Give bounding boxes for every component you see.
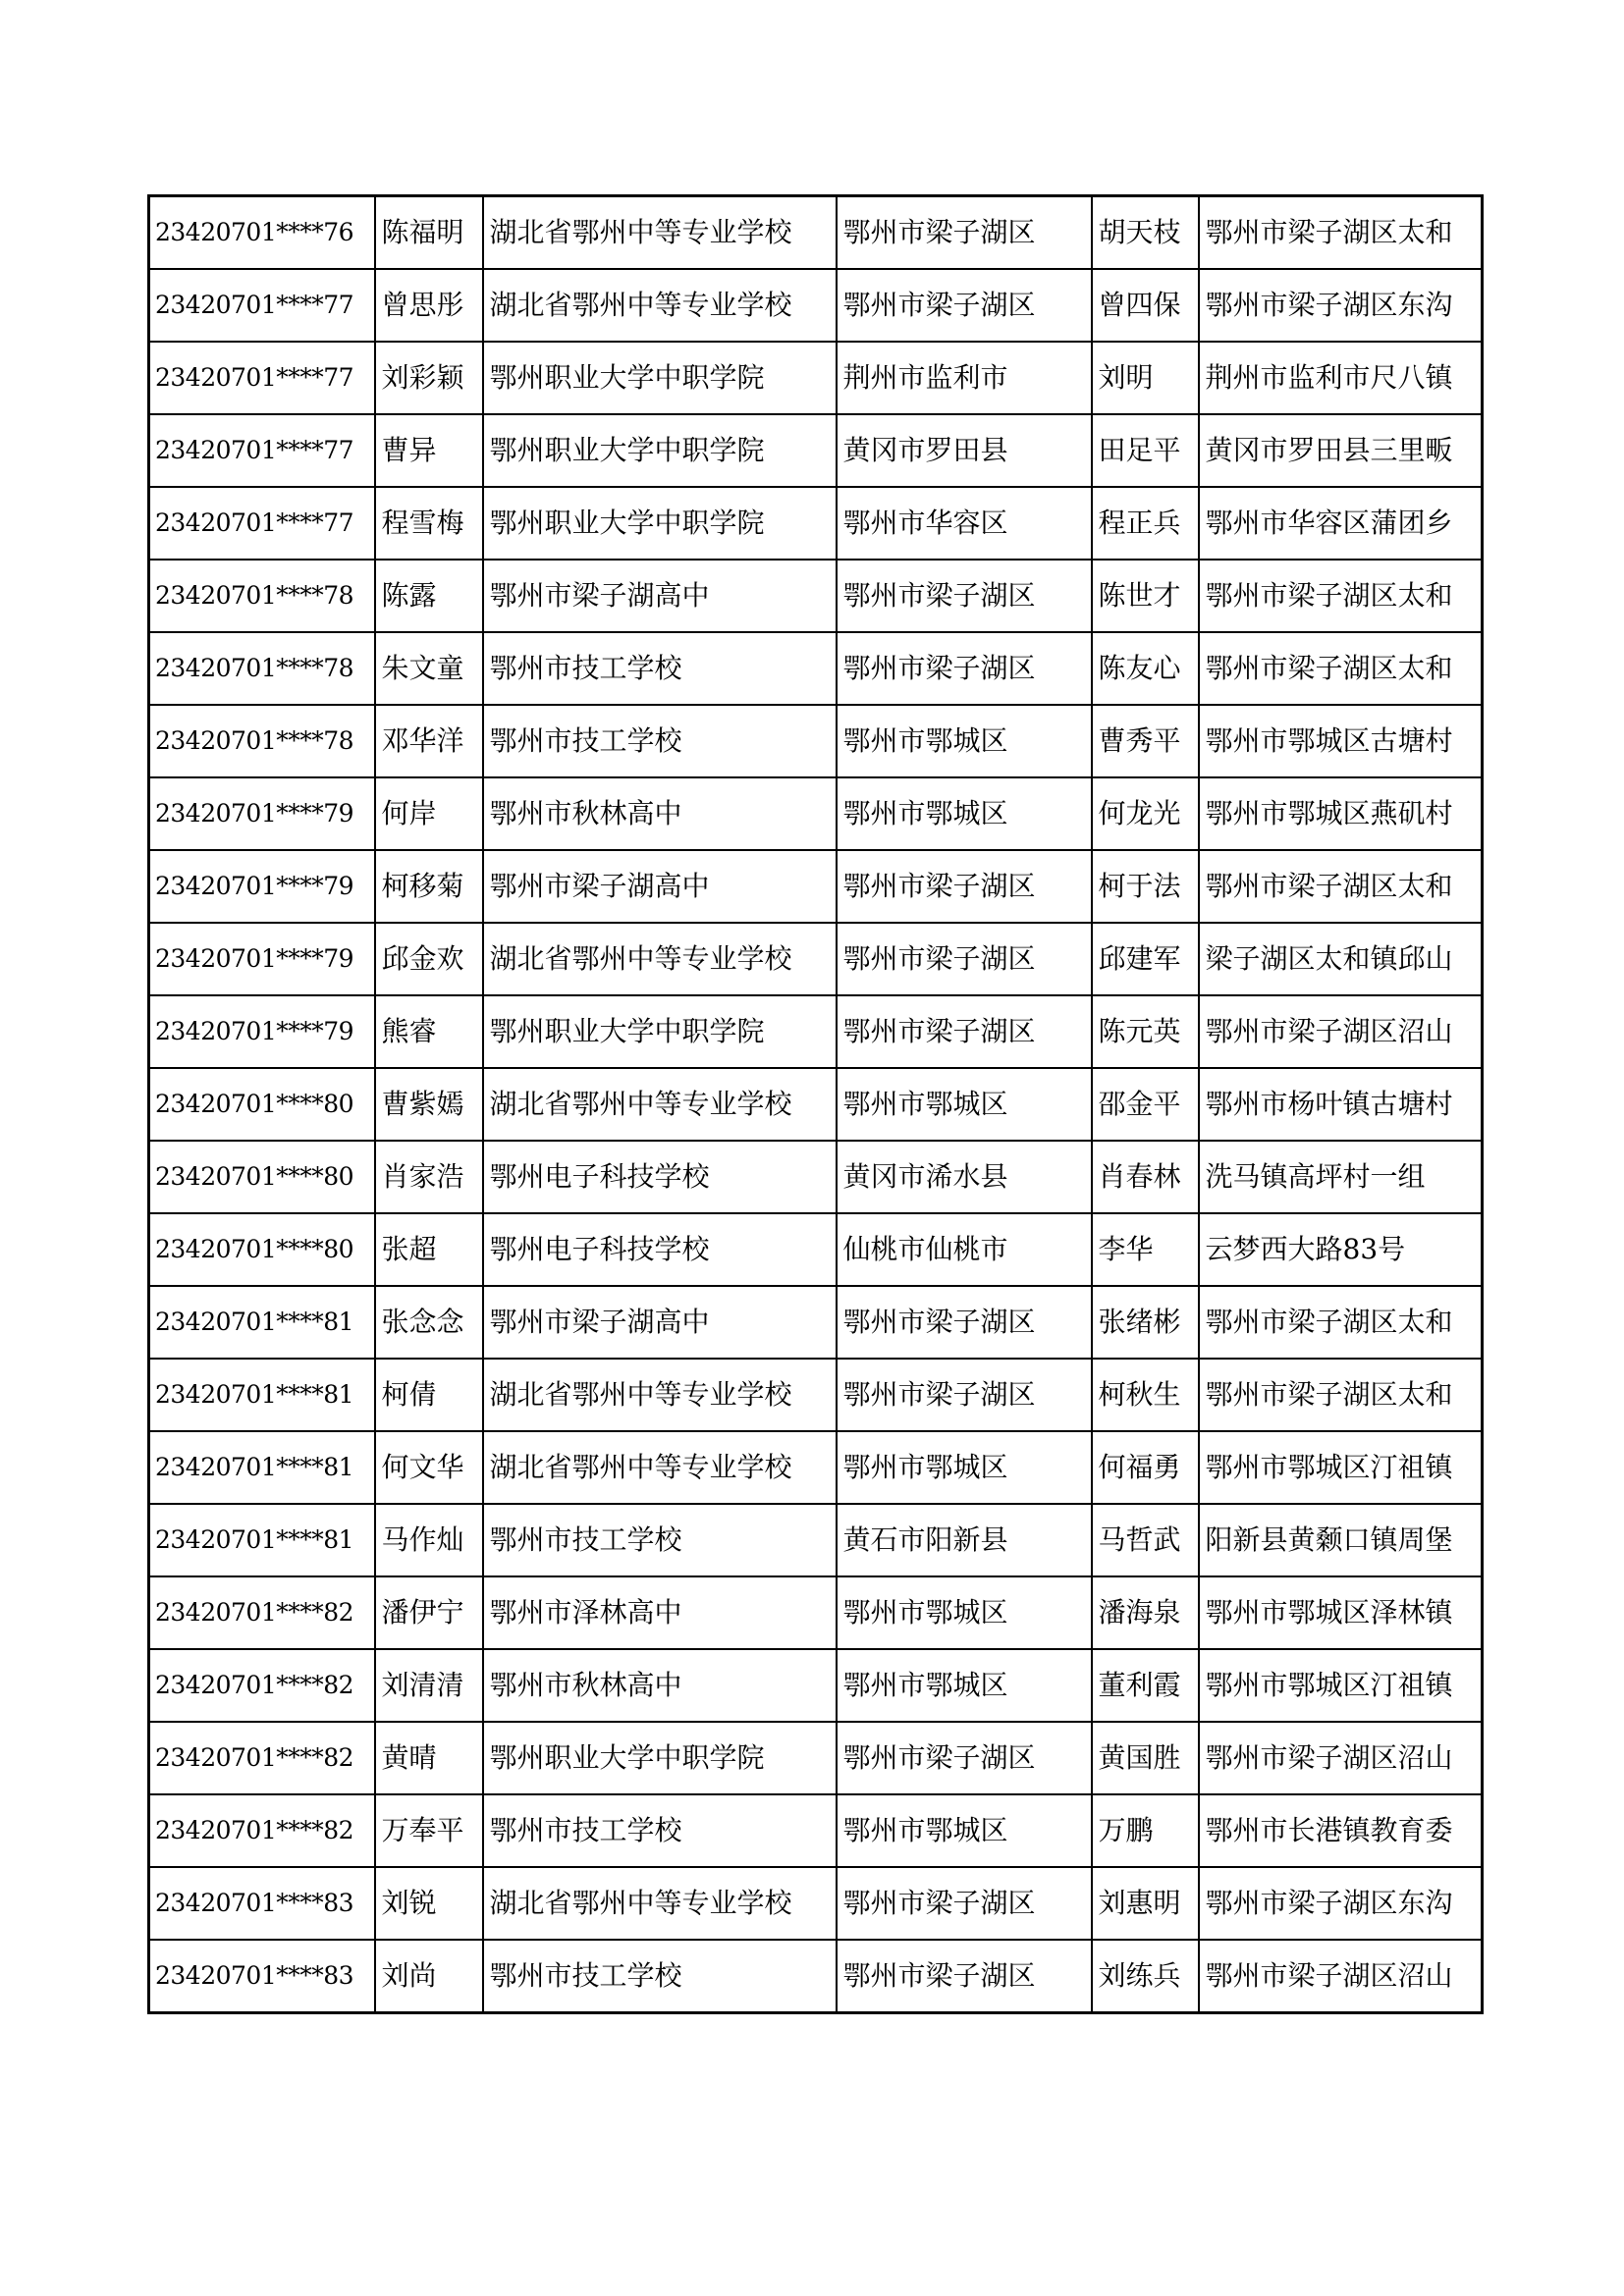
guardian-name-cell: 潘海泉 [1092,1576,1199,1649]
student-name-cell: 刘锐 [375,1867,483,1940]
address-cell: 鄂州市华容区蒲团乡 [1199,487,1483,560]
student-name-cell: 刘彩颖 [375,342,483,414]
table-row [149,1359,1483,1431]
table-row [149,1722,1483,1794]
table-row [149,1794,1483,1867]
address-cell: 鄂州市梁子湖区太和 [1199,1359,1483,1431]
student-name-cell: 柯移菊 [375,850,483,923]
region-cell: 黄冈市罗田县 [837,414,1092,487]
student-id-cell: 23420701****79 [149,850,375,923]
table-row [149,1213,1483,1286]
student-name-cell: 曾思彤 [375,269,483,342]
table-row [149,1940,1483,2013]
student-id-cell: 23420701****82 [149,1576,375,1649]
student-name-cell: 陈露 [375,560,483,632]
school-cell: 鄂州电子科技学校 [483,1141,837,1213]
region-cell: 鄂州市梁子湖区 [837,1722,1092,1794]
school-cell: 湖北省鄂州中等专业学校 [483,1068,837,1141]
school-cell: 鄂州电子科技学校 [483,1213,837,1286]
table-row [149,342,1483,414]
table-row [149,560,1483,632]
school-cell: 湖北省鄂州中等专业学校 [483,269,837,342]
guardian-name-cell: 董利霞 [1092,1649,1199,1722]
address-cell: 黄冈市罗田县三里畈 [1199,414,1483,487]
guardian-name-cell: 陈元英 [1092,995,1199,1068]
region-cell: 鄂州市梁子湖区 [837,1286,1092,1359]
region-cell: 鄂州市梁子湖区 [837,632,1092,705]
table-row [149,1504,1483,1576]
student-id-cell: 23420701****80 [149,1068,375,1141]
address-cell: 鄂州市杨叶镇古塘村 [1199,1068,1483,1141]
guardian-name-cell: 柯于法 [1092,850,1199,923]
student-name-cell: 张念念 [375,1286,483,1359]
school-cell: 鄂州市秋林高中 [483,777,837,850]
table-row [149,269,1483,342]
guardian-name-cell: 胡天枝 [1092,196,1199,270]
student-id-cell: 23420701****76 [149,196,375,270]
school-cell: 湖北省鄂州中等专业学校 [483,1359,837,1431]
guardian-name-cell: 黄国胜 [1092,1722,1199,1794]
address-cell: 鄂州市长港镇教育委 [1199,1794,1483,1867]
table-row [149,196,1483,270]
student-id-cell: 23420701****78 [149,705,375,777]
address-cell: 鄂州市梁子湖区太和 [1199,196,1483,270]
address-cell: 鄂州市梁子湖区沼山 [1199,1722,1483,1794]
school-cell: 鄂州市技工学校 [483,1504,837,1576]
region-cell: 鄂州市华容区 [837,487,1092,560]
region-cell: 鄂州市梁子湖区 [837,196,1092,270]
address-cell: 鄂州市梁子湖区太和 [1199,850,1483,923]
guardian-name-cell: 肖春林 [1092,1141,1199,1213]
student-id-cell: 23420701****77 [149,487,375,560]
region-cell: 鄂州市鄂城区 [837,705,1092,777]
student-name-cell: 刘尚 [375,1940,483,2013]
guardian-name-cell: 刘练兵 [1092,1940,1199,2013]
table-row [149,1867,1483,1940]
address-cell: 鄂州市鄂城区汀祖镇 [1199,1431,1483,1504]
school-cell: 鄂州市秋林高中 [483,1649,837,1722]
student-id-cell: 23420701****82 [149,1722,375,1794]
table-row [149,1068,1483,1141]
region-cell: 鄂州市鄂城区 [837,1794,1092,1867]
address-cell: 鄂州市梁子湖区太和 [1199,632,1483,705]
table-row [149,1286,1483,1359]
school-cell: 鄂州市技工学校 [483,1940,837,2013]
region-cell: 仙桃市仙桃市 [837,1213,1092,1286]
guardian-name-cell: 李华 [1092,1213,1199,1286]
school-cell: 鄂州职业大学中职学院 [483,487,837,560]
school-cell: 鄂州市技工学校 [483,1794,837,1867]
table-row [149,1649,1483,1722]
student-name-cell: 刘清清 [375,1649,483,1722]
region-cell: 鄂州市梁子湖区 [837,923,1092,995]
guardian-name-cell: 陈世才 [1092,560,1199,632]
student-id-cell: 23420701****82 [149,1649,375,1722]
region-cell: 鄂州市梁子湖区 [837,1359,1092,1431]
school-cell: 湖北省鄂州中等专业学校 [483,196,837,270]
table-row [149,487,1483,560]
guardian-name-cell: 何龙光 [1092,777,1199,850]
student-id-cell: 23420701****81 [149,1286,375,1359]
student-id-cell: 23420701****81 [149,1504,375,1576]
region-cell: 鄂州市鄂城区 [837,1431,1092,1504]
guardian-name-cell: 曾四保 [1092,269,1199,342]
student-name-cell: 万奉平 [375,1794,483,1867]
region-cell: 鄂州市梁子湖区 [837,1940,1092,2013]
address-cell: 荆州市监利市尺八镇 [1199,342,1483,414]
address-cell: 梁子湖区太和镇邱山 [1199,923,1483,995]
guardian-name-cell: 曹秀平 [1092,705,1199,777]
student-id-cell: 23420701****81 [149,1359,375,1431]
region-cell: 荆州市监利市 [837,342,1092,414]
student-table [147,194,1484,2014]
region-cell: 鄂州市鄂城区 [837,1649,1092,1722]
school-cell: 鄂州职业大学中职学院 [483,995,837,1068]
student-name-cell: 潘伊宁 [375,1576,483,1649]
student-id-cell: 23420701****77 [149,414,375,487]
table-row [149,705,1483,777]
address-cell: 鄂州市鄂城区古塘村 [1199,705,1483,777]
address-cell: 鄂州市梁子湖区沼山 [1199,995,1483,1068]
address-cell: 鄂州市梁子湖区太和 [1199,560,1483,632]
table-row [149,1576,1483,1649]
table-row [149,1431,1483,1504]
student-id-cell: 23420701****80 [149,1213,375,1286]
school-cell: 湖北省鄂州中等专业学校 [483,1431,837,1504]
region-cell: 鄂州市梁子湖区 [837,850,1092,923]
address-cell: 洗马镇高坪村一组 [1199,1141,1483,1213]
student-name-cell: 朱文童 [375,632,483,705]
table-row [149,850,1483,923]
student-id-cell: 23420701****78 [149,632,375,705]
school-cell: 鄂州市技工学校 [483,705,837,777]
student-name-cell: 曹异 [375,414,483,487]
region-cell: 鄂州市梁子湖区 [837,1867,1092,1940]
guardian-name-cell: 柯秋生 [1092,1359,1199,1431]
region-cell: 鄂州市鄂城区 [837,777,1092,850]
table-row [149,414,1483,487]
school-cell: 湖北省鄂州中等专业学校 [483,1867,837,1940]
region-cell: 黄冈市浠水县 [837,1141,1092,1213]
address-cell: 鄂州市鄂城区泽林镇 [1199,1576,1483,1649]
guardian-name-cell: 刘惠明 [1092,1867,1199,1940]
guardian-name-cell: 陈友心 [1092,632,1199,705]
school-cell: 湖北省鄂州中等专业学校 [483,923,837,995]
student-id-cell: 23420701****81 [149,1431,375,1504]
region-cell: 鄂州市梁子湖区 [837,995,1092,1068]
address-cell: 鄂州市梁子湖区东沟 [1199,1867,1483,1940]
school-cell: 鄂州市梁子湖高中 [483,560,837,632]
region-cell: 鄂州市梁子湖区 [837,560,1092,632]
address-cell: 鄂州市梁子湖区东沟 [1199,269,1483,342]
student-name-cell: 曹紫嫣 [375,1068,483,1141]
school-cell: 鄂州市泽林高中 [483,1576,837,1649]
address-cell: 鄂州市鄂城区燕矶村 [1199,777,1483,850]
region-cell: 鄂州市梁子湖区 [837,269,1092,342]
address-cell: 鄂州市梁子湖区沼山 [1199,1940,1483,2013]
student-name-cell: 张超 [375,1213,483,1286]
school-cell: 鄂州职业大学中职学院 [483,1722,837,1794]
student-name-cell: 肖家浩 [375,1141,483,1213]
guardian-name-cell: 万鹏 [1092,1794,1199,1867]
student-id-cell: 23420701****82 [149,1794,375,1867]
guardian-name-cell: 程正兵 [1092,487,1199,560]
student-name-cell: 邓华洋 [375,705,483,777]
address-cell: 云梦西大路83号 [1199,1213,1483,1286]
guardian-name-cell: 张绪彬 [1092,1286,1199,1359]
student-name-cell: 黄晴 [375,1722,483,1794]
student-name-cell: 陈福明 [375,196,483,270]
guardian-name-cell: 刘明 [1092,342,1199,414]
table-row [149,777,1483,850]
student-id-cell: 23420701****79 [149,777,375,850]
student-name-cell: 柯倩 [375,1359,483,1431]
guardian-name-cell: 何福勇 [1092,1431,1199,1504]
student-id-cell: 23420701****79 [149,995,375,1068]
student-name-cell: 程雪梅 [375,487,483,560]
student-id-cell: 23420701****80 [149,1141,375,1213]
region-cell: 鄂州市鄂城区 [837,1576,1092,1649]
school-cell: 鄂州市梁子湖高中 [483,1286,837,1359]
guardian-name-cell: 邱建军 [1092,923,1199,995]
student-name-cell: 邱金欢 [375,923,483,995]
guardian-name-cell: 邵金平 [1092,1068,1199,1141]
table-row [149,923,1483,995]
address-cell: 鄂州市梁子湖区太和 [1199,1286,1483,1359]
student-name-cell: 何文华 [375,1431,483,1504]
student-id-cell: 23420701****83 [149,1867,375,1940]
guardian-name-cell: 田足平 [1092,414,1199,487]
student-id-cell: 23420701****77 [149,269,375,342]
table-row [149,1141,1483,1213]
guardian-name-cell: 马哲武 [1092,1504,1199,1576]
address-cell: 鄂州市鄂城区汀祖镇 [1199,1649,1483,1722]
student-table-body [149,196,1483,2013]
school-cell: 鄂州职业大学中职学院 [483,342,837,414]
table-row [149,995,1483,1068]
student-id-cell: 23420701****77 [149,342,375,414]
student-name-cell: 马作灿 [375,1504,483,1576]
student-id-cell: 23420701****78 [149,560,375,632]
address-cell: 阳新县黄颡口镇周堡 [1199,1504,1483,1576]
table-row [149,632,1483,705]
region-cell: 鄂州市鄂城区 [837,1068,1092,1141]
school-cell: 鄂州市技工学校 [483,632,837,705]
student-id-cell: 23420701****79 [149,923,375,995]
student-name-cell: 熊睿 [375,995,483,1068]
student-id-cell: 23420701****83 [149,1940,375,2013]
school-cell: 鄂州职业大学中职学院 [483,414,837,487]
school-cell: 鄂州市梁子湖高中 [483,850,837,923]
region-cell: 黄石市阳新县 [837,1504,1092,1576]
student-name-cell: 何岸 [375,777,483,850]
